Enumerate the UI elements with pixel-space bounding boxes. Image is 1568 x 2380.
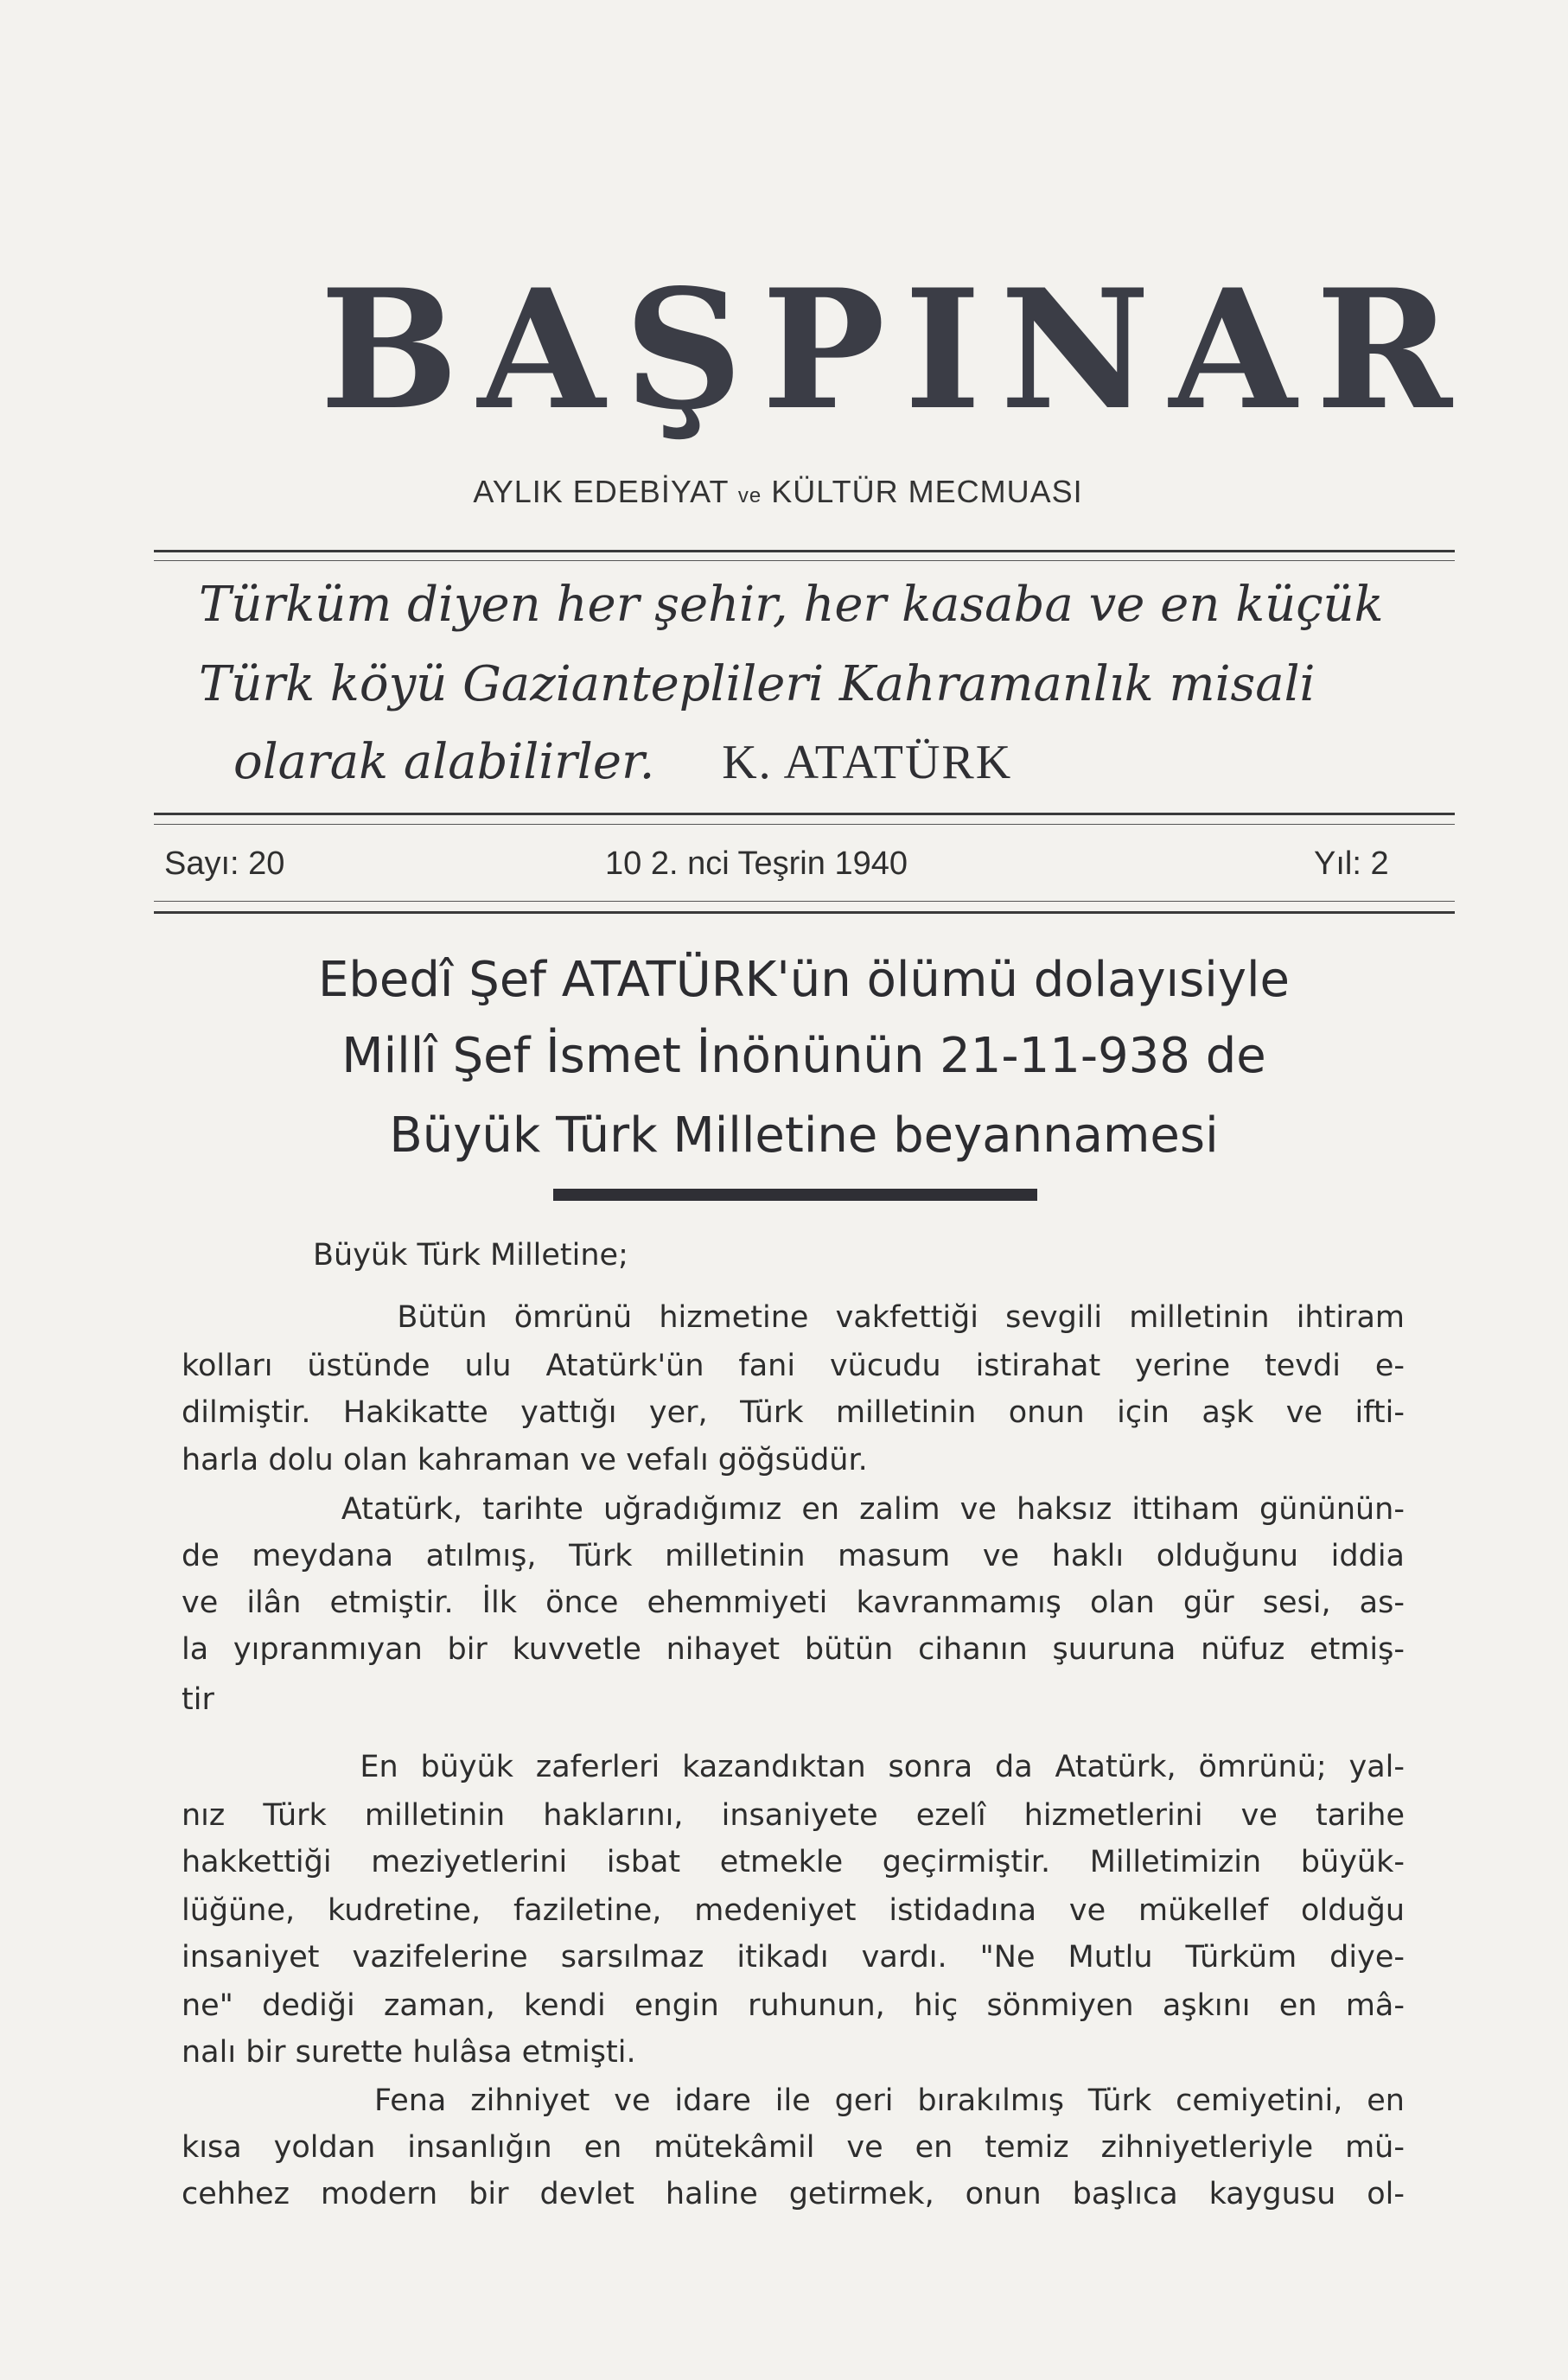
subtitle-part-b: KÜLTÜR MECMUASI [771,474,1083,509]
article-salutation: Büyük Türk Milletine; [313,1238,628,1273]
headline-line-3: Büyük Türk Milletine beyannamesi [389,1107,1219,1164]
article-line: la yıpranmıyan bir kuvvetle nihayet bütün cihanın şuuruna nüfuz etmiş- [182,1632,1405,1667]
headline-underline-bar [553,1189,1037,1201]
article-line: Atatürk, tarihte uğradığımız en zalim ve haksız ittiham gününün- [182,1492,1405,1527]
article-line: harla dolu olan kahraman ve vefalı göğsüdür. [182,1443,868,1477]
article-line: dilmiştir. Hakikatte yattığı yer, Türk milletinin onun için aşk ve ifti- [182,1395,1405,1430]
divider-rule [154,550,1455,552]
article-line: nalı bir surette hulâsa etmişti. [182,2035,636,2070]
article-line: En büyük zaferleri kazandıktan sonra da Atatürk, ömrünü; yal- [182,1750,1405,1784]
masthead-title: BAŞPINAR [320,253,1471,446]
divider-rule [154,911,1455,914]
divider-rule [154,560,1455,561]
article-line: hakkettiği meziyetlerini isbat etmekle geçirmiştir. Milletimizin büyük- [182,1845,1405,1879]
subtitle-part-a: AYLIK EDEBİYAT [473,474,729,509]
subtitle-ve: ve [737,484,762,507]
article-line: tir [182,1682,214,1717]
quote-author: K. ATATÜRK [722,736,1013,789]
headline-line-2: Millî Şef İsmet İnönünün 21-11-938 de [341,1028,1266,1084]
article-line: Bütün ömrünü hizmetine vakfettiği sevgili milletinin ihtiram [182,1300,1405,1335]
article-line: insaniyet vazifelerine sarsılmaz itikadı vardı. "Ne Mutlu Türküm diye- [182,1940,1405,1975]
quote-line-2: Türk köyü Gazianteplileri Kahramanlık misali [199,656,1316,712]
article-line: ne" dediği zaman, kendi engin ruhunun, hiç sönmiyen aşkını en mâ- [182,1988,1405,2023]
issue-date: 10 2. nci Teşrin 1940 [605,845,908,882]
masthead-subtitle [294,474,1262,510]
quote-line-3 [233,735,1444,790]
quote-line-1: Türküm diyen her şehir, her kasaba ve en küçük [199,577,1384,633]
article-line: kısa yoldan insanlığın en mütekâmil ve en temiz zihniyetleriyle mü- [182,2130,1405,2165]
quote-line-3-text: olarak alabilirler. [233,734,655,790]
article-line: lüğüne, kudretine, faziletine, medeniyet istidadına ve mükellef olduğu [182,1893,1405,1928]
headline-line-1: Ebedî Şef ATATÜRK'ün ölümü dolayısiyle [317,952,1291,1008]
divider-rule [154,813,1455,815]
article-line: kolları üstünde ulu Atatürk'ün fani vücudu istirahat yerine tevdi e- [182,1349,1405,1383]
issue-number: Sayı: 20 [164,845,285,882]
divider-rule [154,901,1455,902]
article-line: de meydana atılmış, Türk milletinin masum ve haklı olduğunu iddia [182,1539,1405,1573]
article-line: nız Türk milletinin haklarını, insaniyete ezelî hizmetlerini ve tarihe [182,1798,1405,1833]
article-line: Fena zihniyet ve idare ile geri bırakılmış Türk cemiyetini, en [182,2083,1405,2118]
article-line: ve ilân etmiştir. İlk önce ehemmiyeti kavranmamış olan gür sesi, as- [182,1586,1405,1620]
article-line: cehhez modern bir devlet haline getirmek, onun başlıca kaygusu ol- [182,2177,1405,2211]
divider-rule [154,824,1455,825]
issue-year: Yıl: 2 [1314,845,1389,882]
